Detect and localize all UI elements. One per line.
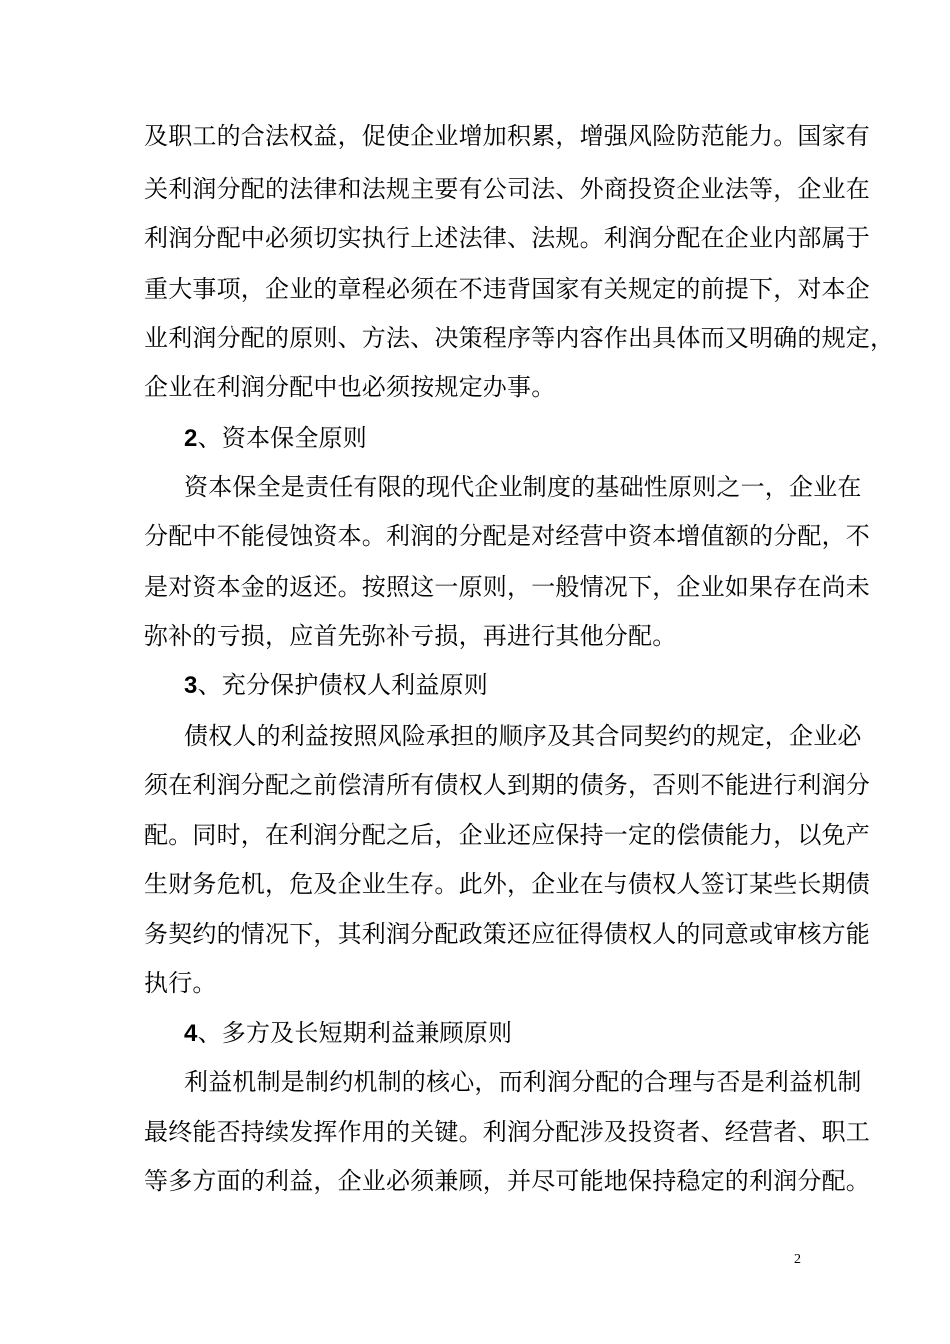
paragraph-line: 债权人的利益按照风险承担的顺序及其合同契约的规定，企业必: [184, 722, 862, 750]
paragraph-line: 企业在利润分配中也必须按规定办事。: [144, 373, 556, 401]
paragraph-line: 利益机制是制约机制的核心，而利润分配的合理与否是利益机制: [184, 1068, 862, 1096]
paragraph-line: 重大事项，企业的章程必须在不违背国家有关规定的前提下，对本企: [144, 275, 870, 303]
paragraph-line: 利润分配中必须切实执行上述法律、法规。利润分配在企业内部属于: [144, 224, 870, 252]
section-heading-2: [184, 422, 810, 454]
section-title: 、资本保全原则: [197, 424, 367, 452]
paragraph-line: 及职工的合法权益，促使企业增加积累，增强风险防范能力。国家有: [144, 122, 870, 150]
paragraph-line: 是对资本金的返还。按照这一原则，一般情况下，企业如果存在尚未: [144, 573, 870, 601]
paragraph-line: 弥补的亏损，应首先弥补亏损，再进行其他分配。: [144, 622, 677, 650]
paragraph-line: 配。同时，在利润分配之后，企业还应保持一定的偿债能力，以免产: [144, 821, 870, 849]
paragraph-line: 最终能否持续发挥作用的关键。利润分配涉及投资者、经营者、职工: [144, 1118, 870, 1146]
paragraph-line: 业利润分配的原则、方法、决策程序等内容作出具体而又明确的规定，: [144, 324, 895, 352]
section-number: 4: [184, 1020, 198, 1047]
paragraph-line: 分配中不能侵蚀资本。利润的分配是对经营中资本增值额的分配，不: [144, 522, 870, 550]
section-title: 、多方及长短期利益兼顾原则: [197, 1019, 513, 1047]
paragraph-line: 关利润分配的法律和法规主要有公司法、外商投资企业法等，企业在: [144, 175, 870, 203]
section-title: 、充分保护债权人利益原则: [197, 671, 488, 699]
section-heading-4: [184, 1017, 810, 1049]
paragraph-line: 须在利润分配之前偿清所有债权人到期的债务，否则不能进行利润分: [144, 771, 870, 799]
paragraph-line: 生财务危机，危及企业生存。此外，企业在与债权人签订某些长期债: [144, 870, 870, 898]
page-number: 2: [794, 1252, 801, 1267]
paragraph-line: 资本保全是责任有限的现代企业制度的基础性原则之一，企业在: [184, 473, 862, 501]
paragraph-line: 务契约的情况下，其利润分配政策还应征得债权人的同意或审核方能: [144, 920, 870, 948]
section-heading-3: [184, 669, 810, 701]
section-number: 2: [184, 425, 198, 452]
paragraph-line: 等多方面的利益，企业必须兼顾，并尽可能地保持稳定的利润分配。: [144, 1167, 870, 1195]
section-number: 3: [184, 672, 198, 699]
paragraph-line: 执行。: [144, 969, 217, 997]
